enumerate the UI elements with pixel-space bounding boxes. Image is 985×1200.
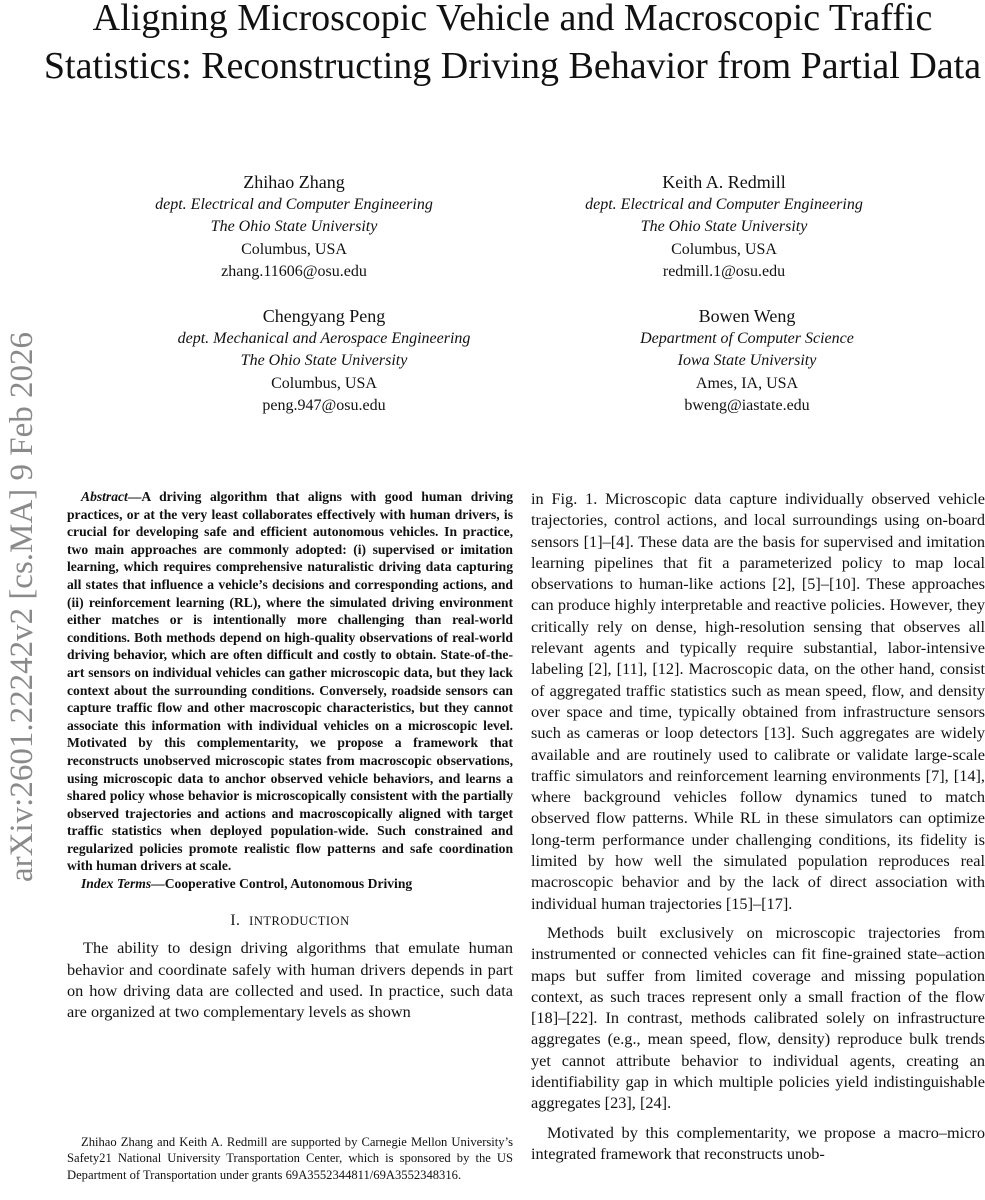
author-name: Bowen Weng <box>698 306 796 326</box>
abstract-label: Abstract <box>81 489 128 504</box>
author-block-1 <box>84 170 504 284</box>
author-name: Keith A. Redmill <box>662 172 786 192</box>
intro-paragraph: The ability to design driving algorithms that emulate human behavior and coordinate safely with human drivers depends in part on how driving data are collected and used. In practice, such data are organized at two complementary levels as shown <box>67 938 513 1022</box>
author-dept: dept. Electrical and Computer Engineering <box>155 196 433 213</box>
author-org: The Ohio State University <box>240 352 408 370</box>
author-dept: dept. Electrical and Computer Engineering <box>585 196 863 213</box>
author-org: The Ohio State University <box>210 218 378 236</box>
body-paragraph: Motivated by this complementarity, we propose a macro–micro integrated framework that reconstructs unob- <box>531 1122 985 1163</box>
author-email: redmill.1@osu.edu <box>662 263 786 281</box>
section-heading <box>67 911 513 932</box>
author-dept: Department of Computer Science <box>640 330 854 347</box>
body-paragraph: Methods built exclusively on microscopic trajectories from instrumented or connected vehicles can fit fine-grained state–action maps but suffer from limited coverage and missing population context, as such traces represent only a small fraction of the flow [18]–[22]. In contrast, methods calibrated solely on infrastructure aggregates (e.g., mean speed, flow, density) reproduce bulk trends yet cannot attribute behavior to individual agents, creating an identifiability gap in which multiple policies yield indistinguishable aggregates [23], [24]. <box>531 922 985 1113</box>
left-column <box>67 488 513 1022</box>
author-block-3 <box>114 304 534 418</box>
author-location: Columbus, USA <box>671 240 777 258</box>
author-block-2 <box>514 170 934 284</box>
author-location: Ames, IA, USA <box>695 374 799 392</box>
author-org: Iowa State University <box>677 352 817 370</box>
author-org: The Ohio State University <box>640 218 808 236</box>
author-location: Columbus, USA <box>271 374 377 392</box>
arxiv-identifier: arXiv:2601.22242v2 [cs.MA] 9 Feb 2026 <box>4 332 40 882</box>
author-dept: dept. Mechanical and Aerospace Engineering <box>177 330 471 347</box>
author-email: zhang.11606@osu.edu <box>221 263 367 281</box>
author-email: peng.947@osu.edu <box>262 397 386 415</box>
abstract <box>67 488 513 875</box>
footnote: Zhihao Zhang and Keith A. Redmill are supported by Carnegie Mellon University’s Safety21 National University Transportation Center, which is sponsored by the US Department of Transportation under grants 69A3552344811/69A3552348316. <box>67 1135 513 1182</box>
section-title: INTRODUCTION <box>249 913 350 928</box>
body-paragraph: in Fig. 1. Microscopic data capture individually observed vehicle trajectories, control actions, and local surroundings using on-board sensors [1]–[4]. These data are the basis for supervised and imitation learning pipelines that fit a parameterized policy to map local observations to human-like actions [2], [5]–[10]. These approaches can produce highly interpretable and reactive policies. However, they critically rely on dense, high-resolution sensing that observes all relevant agents and typically require substantial, labor-intensive labeling [2], [11], [12]. Macroscopic data, on the other hand, consist of aggregated traffic statistics such as mean speed, flow, and density over space and time, typically obtained from infrastructure sensors such as cameras or loop detectors [13]. Such aggregates are widely available and are routinely used to calibrate or validate large-scale traffic simulators and reinforcement learning environments [7], [14], where background vehicles follow dynamics tuned to match observed flow patterns. While RL in these simulators can optimize long-term performance under challenging conditions, its fidelity is limited by how well the simulated population reproduces real macroscopic behavior and by the lack of direct association with individual human trajectories [15]–[17]. <box>531 489 985 913</box>
author-email: bweng@iastate.edu <box>684 397 810 415</box>
index-terms-text: —Cooperative Control, Autonomous Driving <box>151 876 413 892</box>
section-number: I. <box>230 911 241 929</box>
author-name: Chengyang Peng <box>262 306 386 326</box>
right-column <box>531 488 985 1164</box>
abstract-text: —A driving algorithm that aligns with good human driving practices, or at the very least collaborates effectively with human drivers, is crucial for developing safe and efficient autonomous vehicles. In practice, two main approaches are commonly adopted: (i) supervised or imitation learning, which requires comprehensive naturalistic driving data capturing all states that influence a vehicle’s decisions and corresponding actions, and (ii) reinforcement learning (RL), where the simulated driving environment either matches or is intentionally more challenging than real-world conditions. Both methods depend on high-quality observations of real-world driving behavior, which are often difficult and costly to obtain. State-of-the-art sensors on individual vehicles can gather microscopic data, but they lack context about the surrounding conditions. Conversely, roadside sensors can capture traffic flow and other macroscopic characteristics, but they cannot associate this information with individual vehicles on a microscopic level. Motivated by this complementarity, we propose a framework that reconstructs unobserved microscopic states from macroscopic observations, using microscopic data to anchor observed vehicle behaviors, and learns a shared policy whose behavior is microscopically consistent with the partially observed trajectories and actions and macroscopically aligned with target traffic statistics when deployed population-wide. Such constrained and regularized policies promote realistic flow patterns and safe coordination with human drivers at scale. <box>67 489 513 874</box>
author-name: Zhihao Zhang <box>243 172 345 192</box>
author-block-4 <box>537 304 957 418</box>
author-location: Columbus, USA <box>241 240 347 258</box>
index-terms-label: Index Terms <box>81 876 152 892</box>
paper-title: Aligning Microscopic Vehicle and Macroscopic Traffic Statistics: Reconstructing Driving Behavior from Partial Data <box>43 0 982 87</box>
index-terms <box>67 875 513 893</box>
